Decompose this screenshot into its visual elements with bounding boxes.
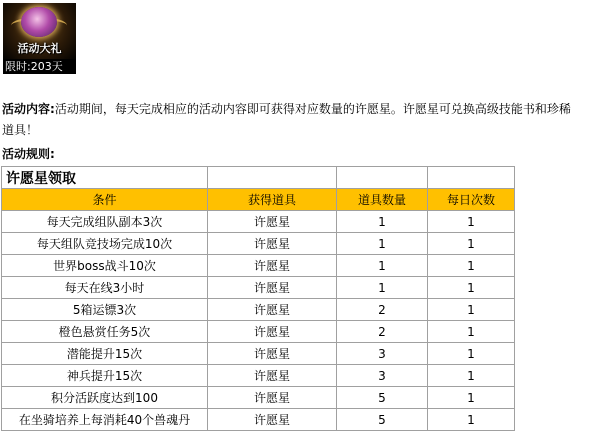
cell-condition: 5箱运镖3次: [2, 299, 208, 321]
header-condition: 条件: [2, 189, 208, 211]
cell-daily-times: 1: [428, 255, 515, 277]
cell-condition: 橙色悬赏任务5次: [2, 321, 208, 343]
table-title-blank: [208, 167, 337, 189]
cell-daily-times: 1: [428, 387, 515, 409]
cell-condition: 每天组队竞技场完成10次: [2, 233, 208, 255]
cell-item: 许愿星: [208, 255, 337, 277]
description-label: 活动内容:: [2, 102, 55, 116]
table-row: [2, 321, 515, 343]
cell-daily-times: 1: [428, 409, 515, 431]
cell-daily-times: 1: [428, 233, 515, 255]
cell-quantity: 1: [337, 255, 428, 277]
table-title-blank: [337, 167, 428, 189]
table-header-row: [2, 189, 515, 211]
cell-condition: 每天完成组队副本3次: [2, 211, 208, 233]
table-row: [2, 211, 515, 233]
cell-item: 许愿星: [208, 409, 337, 431]
table-title-row: [2, 167, 515, 189]
table-row: [2, 387, 515, 409]
cell-daily-times: 1: [428, 343, 515, 365]
cell-daily-times: 1: [428, 277, 515, 299]
cell-quantity: 5: [337, 409, 428, 431]
table-row: [2, 255, 515, 277]
event-icon-title: 活动大礼: [17, 42, 62, 55]
header-item: 获得道具: [208, 189, 337, 211]
table-row: [2, 277, 515, 299]
cell-quantity: 5: [337, 387, 428, 409]
event-gift-icon[interactable]: [3, 3, 76, 74]
table-row: [2, 343, 515, 365]
time-limit-label: 限时:203天: [3, 59, 76, 74]
cell-quantity: 3: [337, 343, 428, 365]
header-daily-times: 每日次数: [428, 189, 515, 211]
table-title-blank: [428, 167, 515, 189]
cell-daily-times: 1: [428, 321, 515, 343]
cell-condition: 世界boss战斗10次: [2, 255, 208, 277]
cell-item: 许愿星: [208, 365, 337, 387]
cell-condition: 在坐骑培养上每消耗40个兽魂丹: [2, 409, 208, 431]
table-title: 许愿星领取: [2, 167, 208, 189]
wish-star-table: [1, 166, 515, 431]
cell-item: 许愿星: [208, 343, 337, 365]
cell-item: 许愿星: [208, 211, 337, 233]
cell-condition: 积分活跃度达到100: [2, 387, 208, 409]
table-row: [2, 365, 515, 387]
event-description: [2, 99, 582, 141]
cell-item: 许愿星: [208, 233, 337, 255]
cell-item: 许愿星: [208, 321, 337, 343]
cell-condition: 神兵提升15次: [2, 365, 208, 387]
cell-daily-times: 1: [428, 365, 515, 387]
gift-orb-icon: [21, 7, 57, 37]
cell-item: 许愿星: [208, 387, 337, 409]
cell-quantity: 1: [337, 277, 428, 299]
rules-label: 活动规则:: [2, 147, 55, 161]
cell-quantity: 1: [337, 233, 428, 255]
table-row: [2, 409, 515, 431]
description-text: 活动期间，每天完成相应的活动内容即可获得对应数量的许愿星。许愿星可兑换高级技能书和珍稀道具！: [2, 102, 571, 137]
cell-condition: 每天在线3小时: [2, 277, 208, 299]
header-quantity: 道具数量: [337, 189, 428, 211]
table-row: [2, 233, 515, 255]
cell-daily-times: 1: [428, 211, 515, 233]
table-row: [2, 299, 515, 321]
cell-item: 许愿星: [208, 299, 337, 321]
cell-daily-times: 1: [428, 299, 515, 321]
cell-quantity: 2: [337, 299, 428, 321]
cell-item: 许愿星: [208, 277, 337, 299]
cell-quantity: 3: [337, 365, 428, 387]
cell-quantity: 2: [337, 321, 428, 343]
cell-condition: 潜能提升15次: [2, 343, 208, 365]
cell-quantity: 1: [337, 211, 428, 233]
